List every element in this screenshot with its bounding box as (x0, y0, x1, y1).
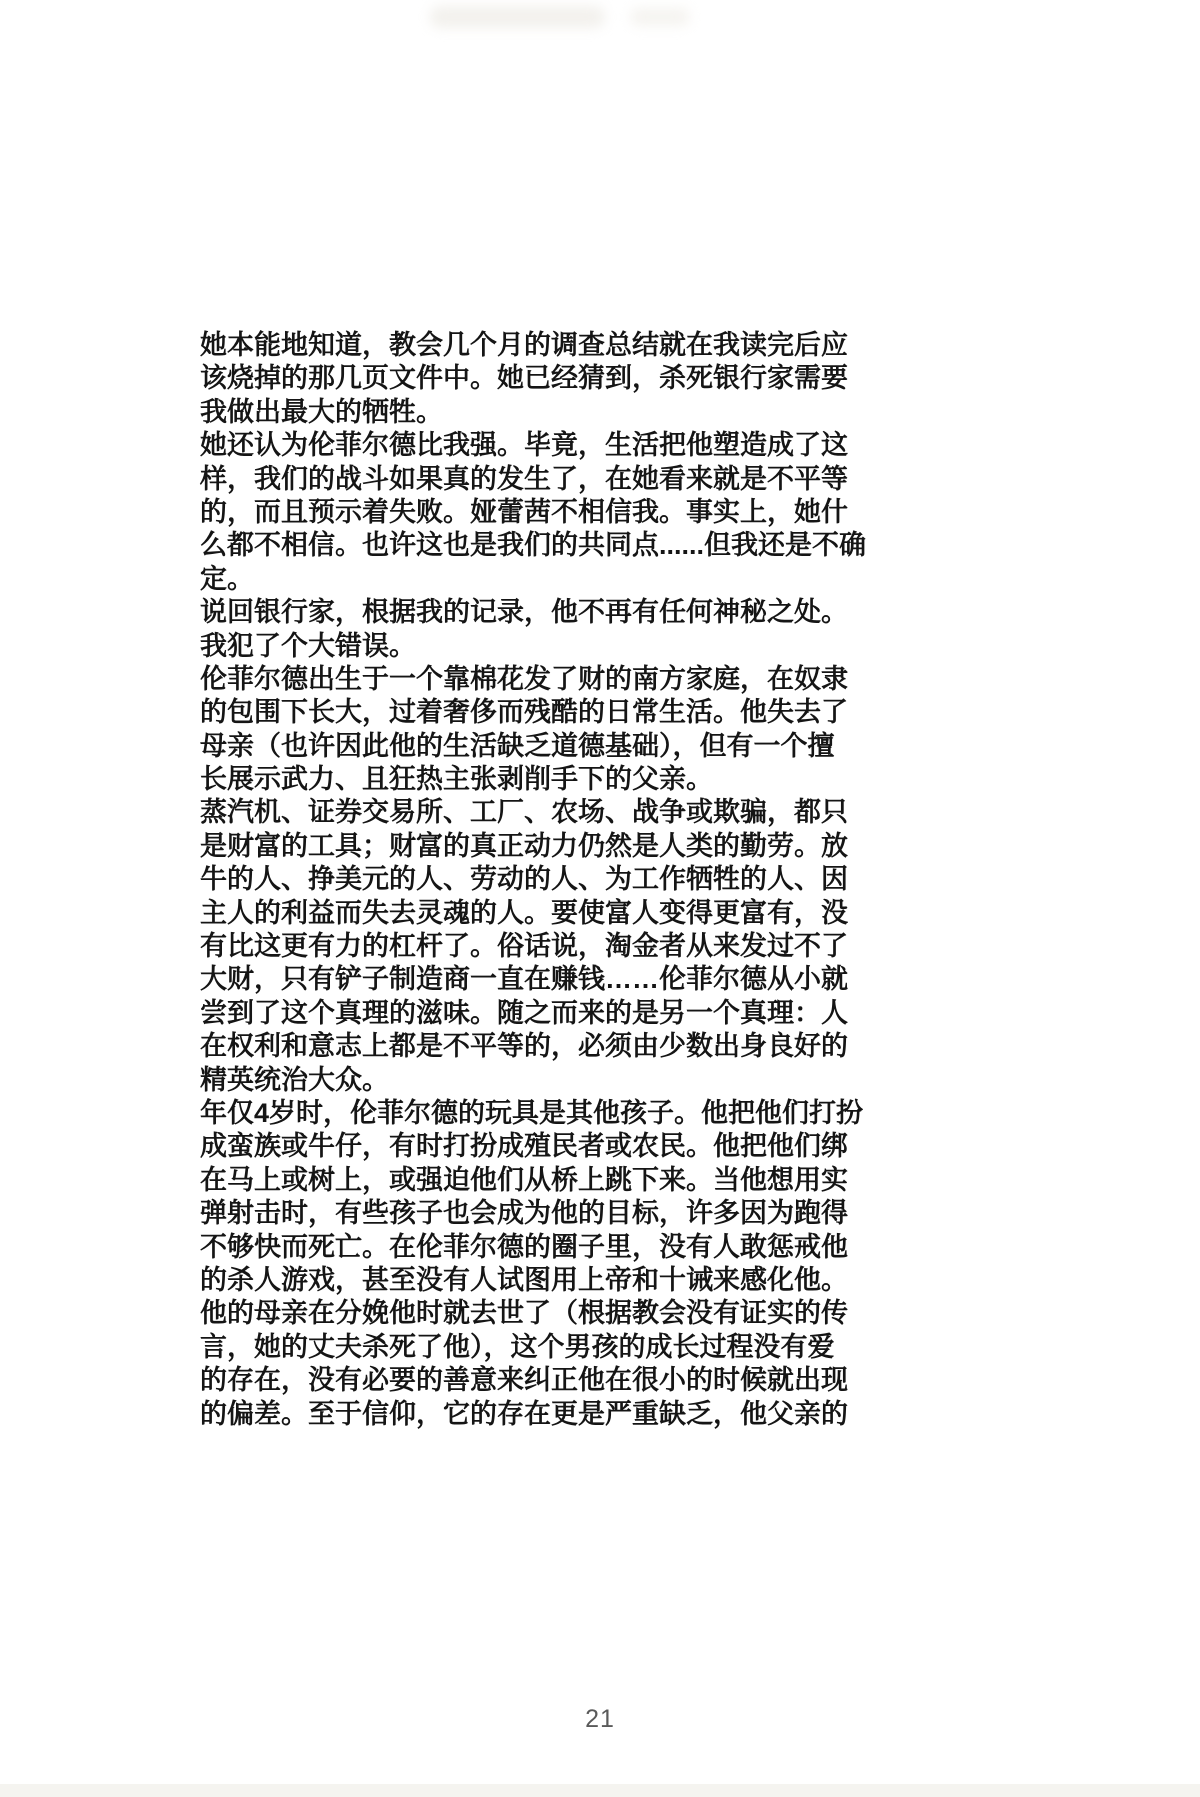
text-line: 的存在，没有必要的善意来纠正他在很小的时候就出现 (200, 1365, 848, 1396)
page-number: 21 (585, 1705, 615, 1733)
text-line: 长展示武力、且狂热主张剥削手下的父亲。 (200, 764, 713, 795)
text-line: 主人的利益而失去灵魂的人。要使富人变得更富有，没 (200, 897, 848, 928)
text-line: 牛的人、挣美元的人、劳动的人、为工作牺牲的人、因 (200, 864, 848, 895)
text-line: 伦菲尔德出生于一个靠棉花发了财的南方家庭，在奴隶 (200, 663, 848, 694)
text-line: 母亲（也许因此他的生活缺乏道德基础），但有一个擅 (200, 730, 835, 761)
text-line: 该烧掉的那几页文件中。她已经猜到，杀死银行家需要 (200, 363, 848, 394)
text-line: 精英统治大众。 (200, 1064, 389, 1095)
text-line: 的包围下长大，过着奢侈而残酷的日常生活。他失去了 (200, 697, 848, 728)
text-line: 他的母亲在分娩他时就去世了（根据教会没有证实的传 (200, 1298, 848, 1329)
text-line: 说回银行家，根据我的记录，他不再有任何神秘之处。 (200, 597, 848, 628)
scan-bleedthrough-artifact (630, 8, 690, 26)
text-line: 弹射击时，有些孩子也会成为他的目标，许多因为跑得 (200, 1198, 848, 1229)
body-text-block (200, 329, 880, 1431)
text-line: 大财，只有铲子制造商一直在赚钱……伦菲尔德从小就 (200, 964, 848, 995)
scan-bleedthrough-artifact (430, 6, 605, 28)
text-line: 我做出最大的牺牲。 (200, 396, 443, 427)
text-line: 尝到了这个真理的滋味。随之而来的是另一个真理：人 (200, 997, 848, 1028)
text-line: 定。 (200, 563, 254, 594)
text-line: 言，她的丈夫杀死了他），这个男孩的成长过程没有爱 (200, 1331, 835, 1362)
text-line: 在马上或树上，或强迫他们从桥上跳下来。当他想用实 (200, 1164, 848, 1195)
text-line: 她本能地知道，教会几个月的调查总结就在我读完后应 (200, 330, 848, 360)
text-line: 的杀人游戏，甚至没有人试图用上帝和十诫来感化他。 (200, 1264, 848, 1295)
text-line: 样，我们的战斗如果真的发生了，在她看来就是不平等 (200, 463, 848, 494)
text-line: 么都不相信。也许这也是我们的共同点......但我还是不确 (200, 530, 867, 561)
text-line: 不够快而死亡。在伦菲尔德的圈子里，没有人敢惩戒他 (200, 1231, 848, 1262)
text-line: 是财富的工具；财富的真正动力仍然是人类的勤劳。放 (200, 830, 848, 861)
text-line: 蒸汽机、证券交易所、工厂、农场、战争或欺骗，都只 (200, 797, 848, 828)
text-line: 她还认为伦菲尔德比我强。毕竟，生活把他塑造成了这 (200, 430, 848, 461)
scan-edge-artifact (0, 1784, 1200, 1797)
text-line: 年仅4岁时，伦菲尔德的玩具是其他孩子。他把他们打扮 (200, 1097, 864, 1128)
text-line: 的偏差。至于信仰，它的存在更是严重缺乏，他父亲的 (200, 1398, 848, 1429)
text-line: 有比这更有力的杠杆了。俗话说，淘金者从来发过不了 (200, 931, 848, 962)
text-line: 成蛮族或牛仔，有时打扮成殖民者或农民。他把他们绑 (200, 1131, 848, 1162)
text-line: 在权利和意志上都是不平等的，必须由少数出身良好的 (200, 1031, 848, 1062)
text-line: 我犯了个大错误。 (200, 630, 416, 661)
text-line: 的，而且预示着失败。娅蕾茜不相信我。事实上，她什 (200, 496, 848, 527)
